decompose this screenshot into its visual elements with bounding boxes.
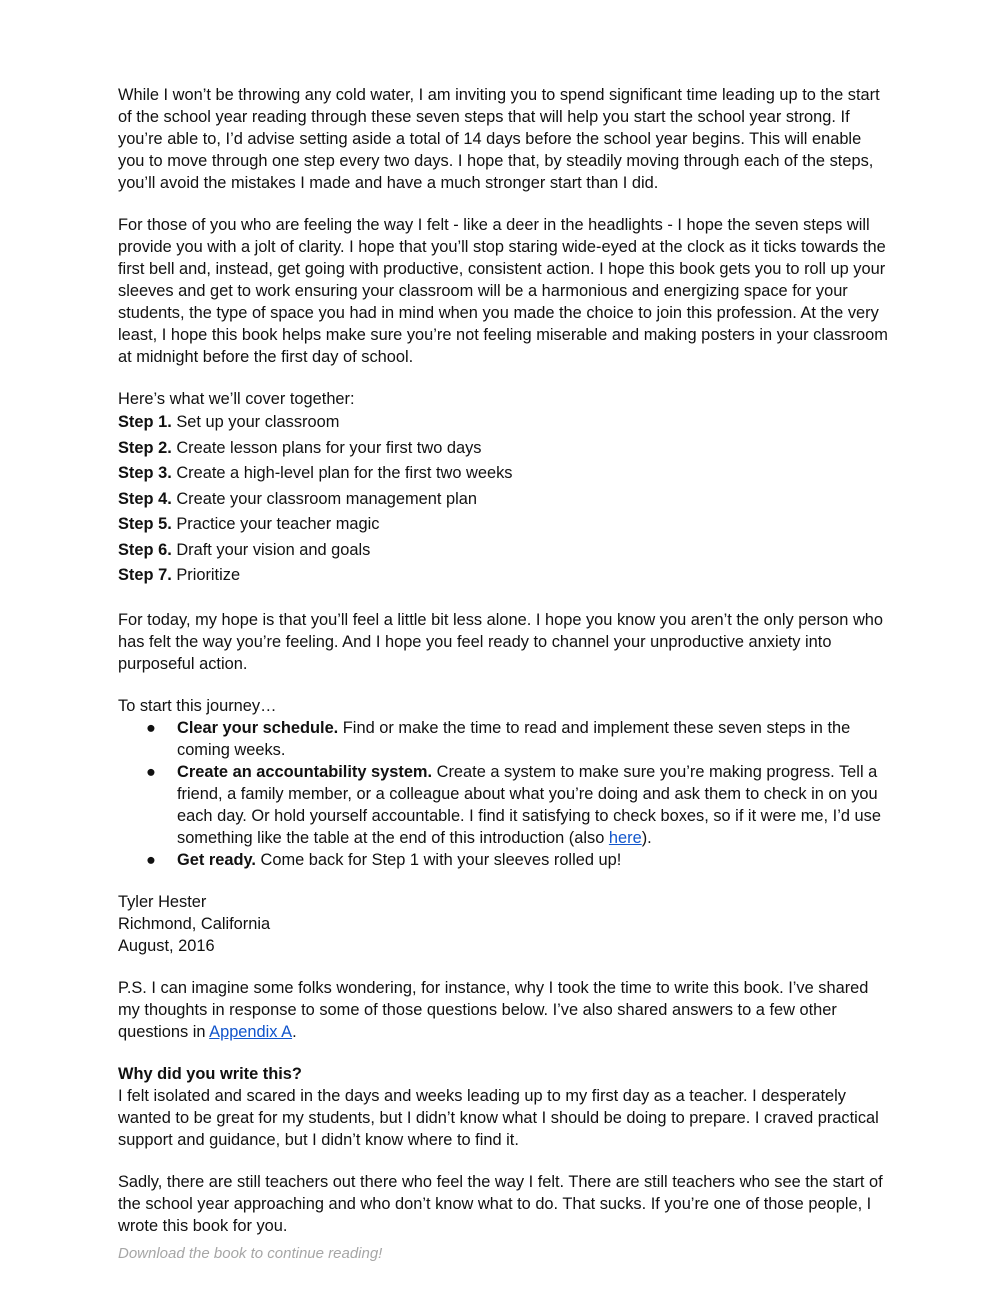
step-text: Create a high-level plan for the first two weeks [176, 464, 513, 482]
ps-text: P.S. I can imagine some folks wondering, for instance, why I took the time to write this book. I’ve shared my thoughts in response to some of those questions below. I’ve also shared answers to a few other questions in [118, 978, 869, 1041]
download-notice: Download the book to continue reading! [118, 1245, 383, 1262]
bullet-icon: ● [146, 850, 156, 869]
step-label: Step 4. [118, 489, 172, 508]
journey-bullet-list [118, 717, 890, 871]
bullet-text: Find or make the time to read and implement these seven steps in the coming weeks. [177, 718, 851, 759]
bullet-bold: Create an accountability system. [177, 762, 433, 781]
step-label: Step 5. [118, 515, 172, 533]
step-item [118, 563, 890, 589]
step-text: Prioritize [176, 566, 241, 584]
why-paragraph-1: I felt isolated and scared in the days and weeks leading up to my first day as a teacher. I desperately wanted to be great for my students, but I didn’t know what I should be doing to prepare. I craved practical support and guidance, but I didn’t know where to find it. [118, 1086, 879, 1149]
appendix-a-link[interactable]: Appendix A [209, 1022, 293, 1041]
step-item [118, 461, 890, 487]
step-label: Step 1. [118, 413, 172, 431]
bullet-text: Come back for Step 1 with your sleeves rolled up! [260, 850, 622, 869]
bullet-bold: Clear your schedule. [177, 718, 339, 737]
bullet-icon: ● [146, 762, 156, 781]
step-label: Step 3. [118, 464, 172, 482]
bullet-item-accountability [118, 761, 890, 849]
alone-paragraph: For today, my hope is that you’ll feel a little bit less alone. I hope you know you aren’t the only person who has felt the way you’re feeling. And I hope you feel ready to channel your unproductive anxiety into purposeful action. [118, 610, 884, 673]
step-text: Create lesson plans for your first two days [176, 438, 482, 457]
step-item [118, 410, 890, 436]
step-text: Set up your classroom [176, 413, 340, 431]
bullet-icon: ● [146, 718, 156, 737]
step-text: Create your classroom management plan [176, 489, 477, 508]
document-body [118, 84, 890, 1257]
step-text: Practice your teacher magic [176, 515, 380, 533]
journey-intro: To start this journey… [118, 696, 277, 715]
ps-paragraph [118, 977, 890, 1043]
step-item [118, 538, 890, 564]
step-label: Step 7. [118, 566, 172, 584]
step-item [118, 436, 890, 462]
step-label: Step 2. [118, 438, 172, 457]
step-item [118, 487, 890, 513]
step-item [118, 512, 890, 538]
why-heading-text: Why did you write this? [118, 1064, 302, 1083]
author-location: Richmond, California [118, 914, 271, 933]
step-label: Step 6. [118, 540, 172, 559]
bullet-bold: Get ready. [177, 850, 256, 869]
bullet-item-clear-schedule [118, 717, 890, 761]
signature-block [118, 891, 890, 957]
steps-intro: Here’s what we’ll cover together: [118, 390, 355, 408]
author-name: Tyler Hester [118, 892, 207, 911]
bullet-item-get-ready [118, 849, 890, 871]
intro-paragraph: While I won’t be throwing any cold water, I am inviting you to spend significant time leading up to the start of the school year reading through these seven steps that will help you start the school year strong. If you’re able to, I’d advise setting aside a total of 14 days before the school year begins. This will enable you to move through one step every two days. I hope that, by steadily moving through each of the steps, you’ll avoid the mistakes I made and have a much stronger start than I did. [118, 86, 880, 192]
ps-end: . [292, 1022, 297, 1041]
signature-date: August, 2016 [118, 936, 215, 955]
here-link[interactable]: here [608, 828, 642, 847]
why-paragraph-2: Sadly, there are still teachers out there who feel the way I felt. There are still teachers who see the start of the school year approaching and who don’t know what to do. That sucks. If you’re one of those people, I wrote this book for you. [118, 1172, 883, 1235]
bullet-text: Create a system to make sure you’re making progress. Tell a friend, a family member, or a colleague about what you’re doing and ask them to check in on you each day. Or hold yourself accountable. I find it satisfying to check boxes, so if it were me, I’d use something like the table at the end of this introduction (also [177, 762, 881, 847]
step-text: Draft your vision and goals [176, 540, 371, 559]
why-heading [118, 1063, 890, 1085]
deer-paragraph: For those of you who are feeling the way I felt - like a deer in the headlights - I hope the seven steps will provide you with a jolt of clarity. I hope that you’ll stop staring wide-eyed at the clock as it ticks towards the first bell and, instead, get going with productive, consistent action. I hope this book gets you to roll up your sleeves and get to work ensuring your classroom will be a harmonious and energizing space for your students, the type of space you had in mind when you made the choice to join this profession. At the very least, I hope this book helps make sure you’re not feeling miserable and making posters in your classroom at midnight before the first day of school. [118, 216, 888, 366]
bullet-text-end: ). [641, 828, 652, 847]
steps-list [118, 388, 890, 589]
